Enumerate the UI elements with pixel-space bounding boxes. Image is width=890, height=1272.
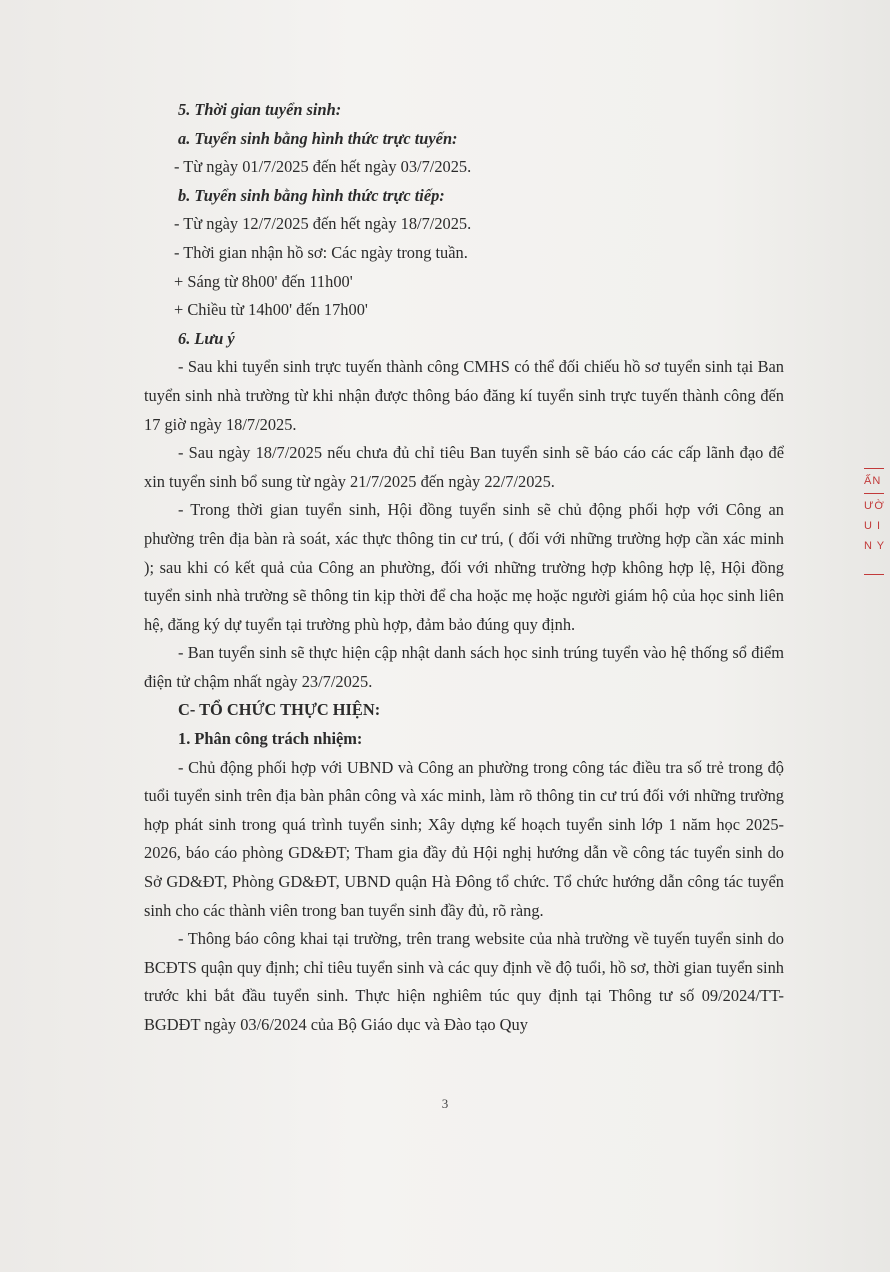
- red-stamp-fragment: [864, 466, 890, 616]
- section-6-paragraph-4: - Ban tuyển sinh sẽ thực hiện cập nhật danh sách học sinh trúng tuyển vào hệ thống sổ điểm điện tử chậm nhất ngày 23/7/2025.: [144, 643, 784, 691]
- stamp-line: [864, 493, 884, 494]
- section-c-paragraph-1: - Chủ động phối hợp với UBND và Công an phường trong công tác điều tra số trẻ trong độ tuổi tuyển sinh trên địa bàn phân công và xác minh, làm rõ thông tin cư trú đối với những trường hợp phát sinh trong quá trình tuyển sinh; Xây dựng kế hoạch tuyển sinh lớp 1 năm học 2025-2026, báo cáo phòng GD&ĐT; Tham gia đầy đủ Hội nghị hướng dẫn về công tác tuyển sinh do Sở GD&ĐT, Phòng GD&ĐT, UBND quận Hà Đông tổ chức. Tổ chức hướng dẫn công tác tuyển sinh cho các thành viên trong ban tuyển sinh đầy đủ, rõ ràng.: [144, 757, 784, 920]
- section-c-paragraph-2: - Thông báo công khai tại trường, trên trang website của nhà trường về tuyến tuyển sinh do BCĐTS quận quy định; chỉ tiêu tuyển sinh và các quy định về độ tuổi, hồ sơ, thời gian tuyển sinh trước khi bắt đầu tuyển sinh. Thực hiện nghiêm túc quy định tại Thông tư số 09/2024/TT-BGDĐT ngày 03/6/2024 của Bộ Giáo dục và Đào tạo Quy: [144, 929, 784, 1034]
- section-c-subtitle-1: 1. Phân công trách nhiệm:: [178, 729, 363, 749]
- section-5b-line-4: + Chiều từ 14h00' đến 17h00': [174, 300, 368, 320]
- stamp-text-4: N Y: [864, 540, 886, 552]
- stamp-line: [864, 574, 884, 575]
- section-5-title: 5. Thời gian tuyển sinh:: [178, 100, 342, 119]
- section-5a-title: a. Tuyển sinh bằng hình thức trực tuyến:: [178, 128, 458, 148]
- section-5b-line-3: + Sáng từ 8h00' đến 11h00': [174, 271, 353, 291]
- section-5a-line: - Từ ngày 01/7/2025 đến hết ngày 03/7/2025.: [174, 157, 472, 177]
- section-5b-title: b. Tuyển sinh bằng hình thức trực tiếp:: [178, 185, 445, 205]
- stamp-line: [864, 468, 884, 469]
- section-c-title: C- TỔ CHỨC THỰC HIỆN:: [178, 700, 381, 720]
- section-6-paragraph-3: - Trong thời gian tuyển sinh, Hội đồng tuyển sinh sẽ chủ động phối hợp với Công an phường trên địa bàn rà soát, xác thực thông tin cư trú, ( đối với những trường hợp cần xác minh ); sau khi có kết quả của Công an phường, đối với những trường hợp không hợp lệ, Hội đồng tuyển sinh nhà trường sẽ thông tin kịp thời để cha hoặc mẹ hoặc người giám hộ của học sinh liên hệ, đăng ký dự tuyển tại trường phù hợp, đảm bảo đúng quy định.: [144, 500, 784, 634]
- document-body: [144, 96, 784, 1040]
- stamp-text-2: ƯỜ: [864, 500, 885, 512]
- page-number: 3: [441, 1096, 449, 1111]
- section-6-paragraph-2: - Sau ngày 18/7/2025 nếu chưa đủ chỉ tiêu Ban tuyển sinh sẽ báo cáo các cấp lãnh đạo để xin tuyển sinh bổ sung từ ngày 21/7/2025 đến ngày 22/7/2025.: [144, 443, 784, 491]
- section-6-paragraph-1: - Sau khi tuyển sinh trực tuyến thành công CMHS có thể đối chiếu hồ sơ tuyển sinh tại Ban tuyển sinh nhà trường từ khi nhận được thông báo đăng kí tuyển sinh trực tuyến thành công đến 17 giờ ngày 18/7/2025.: [144, 357, 784, 434]
- stamp-text-3: U I: [864, 520, 882, 532]
- section-6-title: 6. Lưu ý: [178, 328, 235, 348]
- section-5b-line-1: - Từ ngày 12/7/2025 đến hết ngày 18/7/2025.: [174, 214, 472, 234]
- stamp-text-1: ẤN: [864, 475, 882, 487]
- section-5b-line-2: - Thời gian nhận hồ sơ: Các ngày trong tuần.: [174, 242, 468, 262]
